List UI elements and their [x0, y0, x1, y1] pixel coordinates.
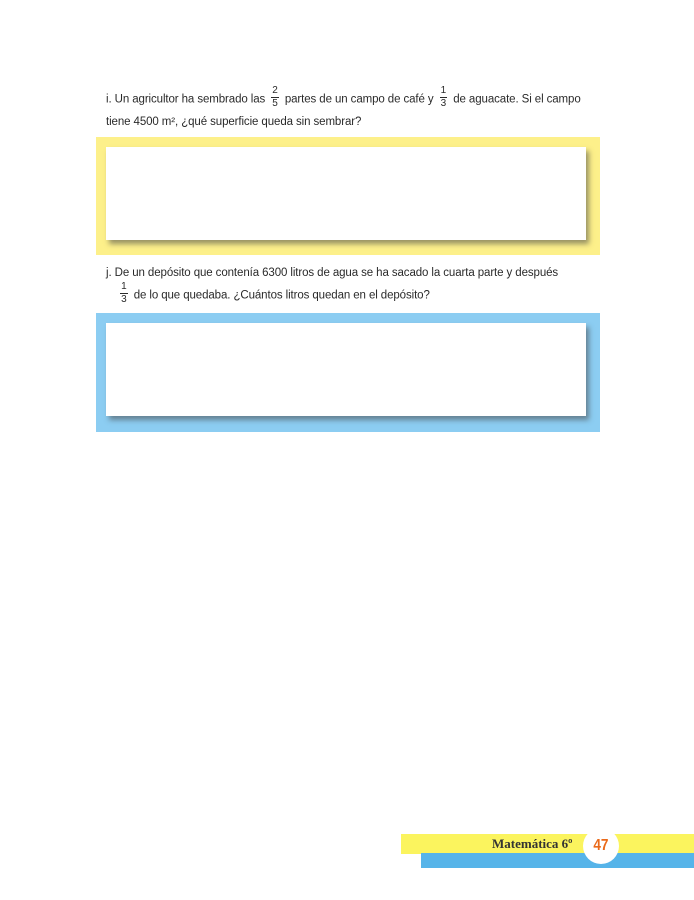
- footer-blue-band: [421, 853, 694, 868]
- fraction-numerator: 1: [121, 281, 127, 292]
- problem-j-line-1: j. De un depósito que contenía 6300 litros de agua se ha sacado la cuarta parte y después: [106, 267, 559, 279]
- problem-i-text-2: partes de un campo de café y: [284, 93, 434, 106]
- fraction-denominator: 3: [121, 294, 127, 305]
- footer-book-title: Matemática 6º: [492, 836, 573, 851]
- fraction-numerator: 2: [272, 85, 278, 96]
- fraction-one-third: [120, 282, 127, 305]
- fraction-numerator: 1: [440, 85, 447, 96]
- fraction-denominator: 5: [272, 98, 278, 109]
- problem-j: [106, 262, 606, 307]
- fraction-one-third: [440, 86, 447, 109]
- problem-i-line-1: [106, 85, 606, 111]
- answer-frame-i: [96, 137, 600, 255]
- page-number: 47: [593, 837, 609, 854]
- problem-i-line-2: tiene 4500 m², ¿qué superficie queda sin sembrar?: [106, 116, 362, 128]
- answer-frame-j: [96, 313, 600, 432]
- page-number-badge: [583, 828, 619, 864]
- answer-box-j[interactable]: [106, 323, 586, 416]
- answer-box-i[interactable]: [106, 147, 586, 240]
- problem-i-text-1: i. Un agricultor ha sembrado las: [106, 93, 266, 106]
- problem-j-text-2: de lo que quedaba. ¿Cuántos litros quedan en el depósito?: [133, 289, 430, 302]
- fraction-two-fifths: [271, 86, 278, 109]
- fraction-denominator: 3: [440, 98, 447, 109]
- problem-i-text-3: de aguacate. Si el campo: [453, 93, 581, 106]
- problem-i: [106, 85, 606, 133]
- problem-j-line-2: [106, 281, 606, 307]
